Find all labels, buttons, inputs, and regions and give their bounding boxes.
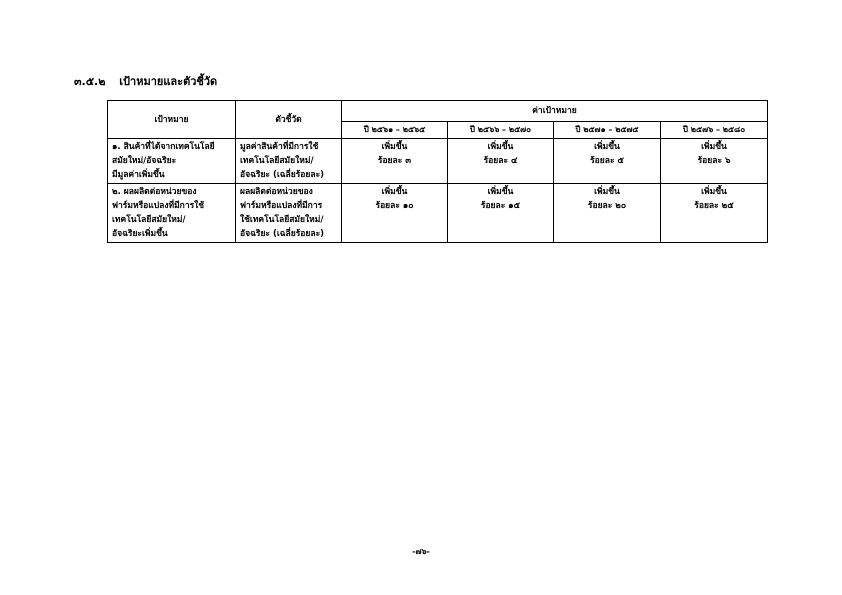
target-value: ร้อยละ ๔ — [483, 156, 518, 166]
target-cell — [448, 184, 554, 243]
target-value: ร้อยละ ๕ — [590, 156, 624, 166]
target-direction: เพิ่มขึ้น — [594, 142, 620, 152]
cell-line: อัจฉริยะเพิ่มขึ้น — [112, 229, 168, 239]
target-value: ร้อยละ ๑๕ — [480, 201, 521, 211]
cell-line: มูลค่าสินค้าที่มีการใช้ — [240, 142, 319, 152]
target-direction: เพิ่มขึ้น — [487, 187, 514, 197]
cell-line: อัจฉริยะ (เฉลี่ยร้อยละ) — [240, 170, 325, 180]
cell-line: สมัยใหม่/อัจฉริยะ — [112, 156, 177, 166]
goal-column-header: เป้าหมาย — [108, 101, 236, 139]
target-value: ร้อยละ ๑๐ — [375, 201, 414, 211]
year-column-header: ปี ๒๕๖๖ – ๒๕๗๐ — [448, 122, 554, 139]
target-value: ร้อยละ ๒๕ — [694, 201, 734, 211]
cell-line: ผลผลิตต่อหน่วยของ — [240, 187, 313, 197]
goal-cell — [108, 184, 236, 243]
cell-line: อัจฉริยะ (เฉลี่ยร้อยละ) — [240, 229, 325, 239]
target-cell — [448, 139, 554, 184]
cell-line: มีมูลค่าเพิ่มขึ้น — [112, 170, 165, 180]
target-direction: เพิ่มขึ้น — [701, 187, 727, 197]
target-direction: เพิ่มขึ้น — [381, 142, 408, 152]
section-number: ๓.๕.๒ — [74, 75, 106, 88]
page-number: -๗๖- — [412, 547, 430, 556]
section-heading — [74, 72, 217, 90]
target-group-header: ค่าเป้าหมาย — [342, 101, 768, 122]
indicator-cell — [236, 184, 342, 243]
target-cell — [554, 184, 661, 243]
cell-line: เทคโนโลยีสมัยใหม่/ — [240, 156, 314, 166]
target-cell — [661, 139, 768, 184]
table-row — [108, 184, 768, 243]
target-value: ร้อยละ ๒๐ — [587, 201, 627, 211]
goal-cell — [108, 139, 236, 184]
targets-table — [107, 100, 768, 243]
target-cell — [342, 139, 448, 184]
target-value: ร้อยละ ๖ — [697, 156, 731, 166]
target-direction: เพิ่มขึ้น — [701, 142, 727, 152]
target-direction: เพิ่มขึ้น — [594, 187, 620, 197]
indicator-column-header: ตัวชี้วัด — [236, 101, 342, 139]
cell-line: ๑. สินค้าที่ได้จากเทคโนโลยี — [112, 142, 215, 152]
target-direction: เพิ่มขึ้น — [487, 142, 514, 152]
cell-line: ๒. ผลผลิตต่อหน่วยของ — [112, 187, 197, 197]
cell-line: ฟาร์มหรือแปลงที่มีการ — [240, 201, 323, 211]
target-cell — [342, 184, 448, 243]
year-column-header: ปี ๒๕๗๑ – ๒๕๗๕ — [554, 122, 661, 139]
cell-line: เทคโนโลยีสมัยใหม่/ — [112, 215, 186, 225]
target-direction: เพิ่มขึ้น — [381, 187, 408, 197]
cell-line: ฟาร์มหรือแปลงที่มีการใช้ — [112, 201, 205, 211]
year-column-header: ปี ๒๕๗๖ – ๒๕๘๐ — [661, 122, 768, 139]
section-title: เป้าหมายและตัวชี้วัด — [119, 75, 218, 88]
cell-line: ใช้เทคโนโลยีสมัยใหม่/ — [240, 215, 324, 225]
target-value: ร้อยละ ๓ — [377, 156, 412, 166]
target-cell — [554, 139, 661, 184]
target-cell — [661, 184, 768, 243]
table-row — [108, 139, 768, 184]
table-header-row — [108, 101, 768, 122]
year-column-header: ปี ๒๕๖๑ – ๒๕๖๕ — [342, 122, 448, 139]
indicator-cell — [236, 139, 342, 184]
